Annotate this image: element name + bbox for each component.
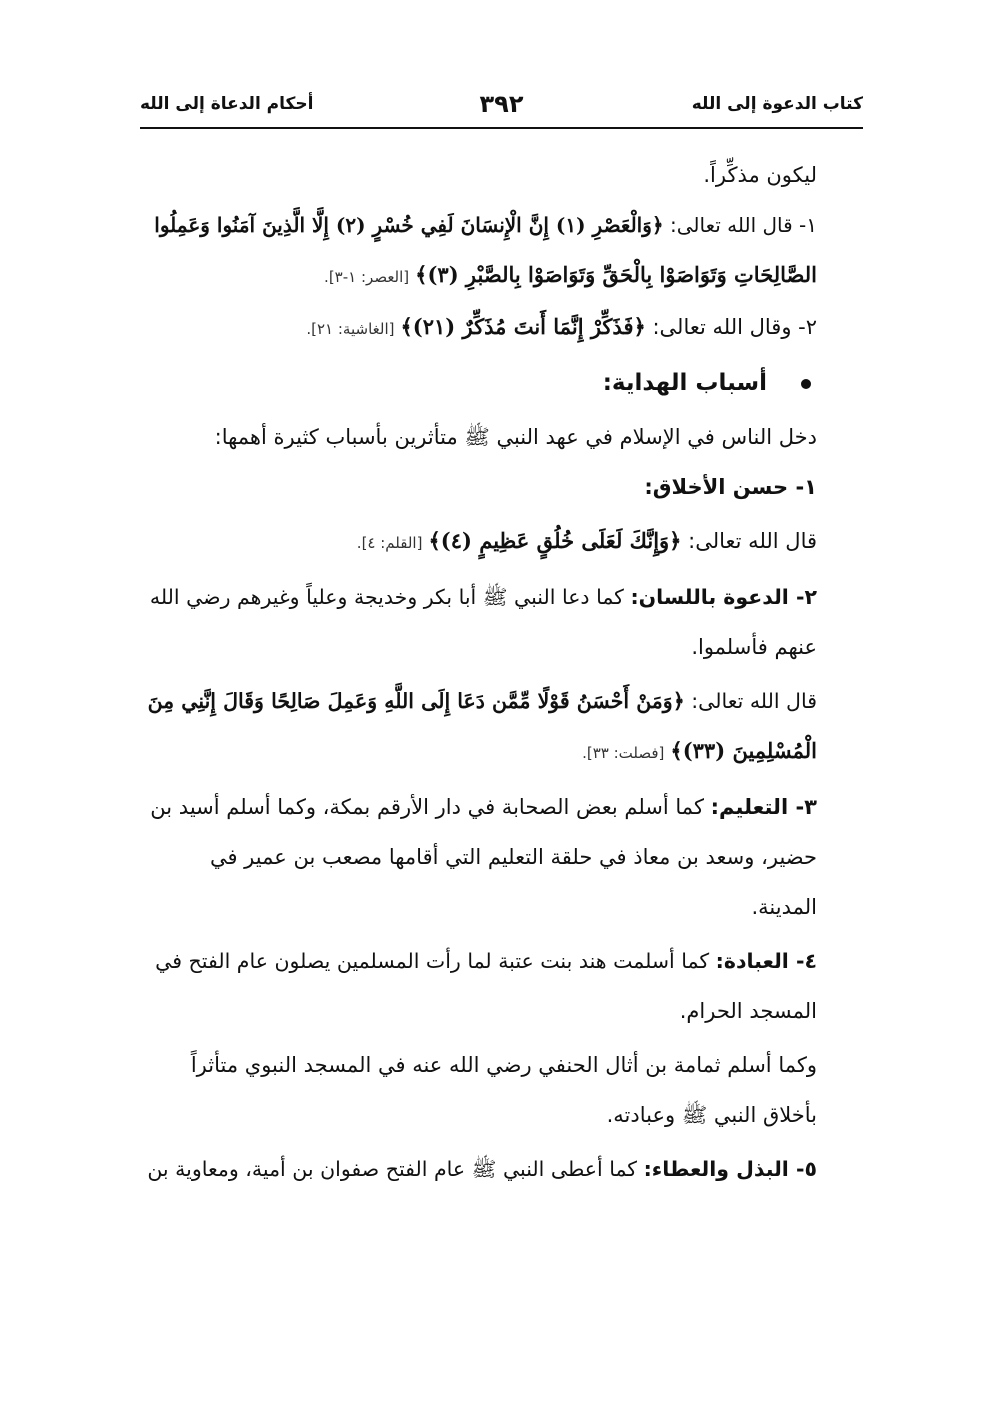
item-title: ٤- العبادة: xyxy=(715,949,817,973)
section-heading xyxy=(140,358,817,408)
text-line xyxy=(140,1040,817,1090)
item-text: كما دعا النبي ﷺ أبا بكر وخديجة وعلياً وغيرهم رضي الله xyxy=(149,585,631,609)
item-line xyxy=(140,936,817,986)
page-body xyxy=(140,150,817,1194)
text-line xyxy=(140,1090,817,1140)
item-text: كما أعطى النبي ﷺ عام الفتح صفوان بن أمية، ومعاوية بن xyxy=(147,1157,644,1181)
verse-reference: [العصر: ١-٣]. xyxy=(324,268,410,286)
text-line xyxy=(140,622,817,672)
item-heading xyxy=(140,462,817,512)
paragraph-text: ليكون مذكِّراً. xyxy=(703,163,817,187)
item-line xyxy=(140,1144,817,1194)
quran-verse: الصَّالِحَاتِ وَتَوَاصَوْا بِالْحَقِّ وَتَوَاصَوْا بِالصَّبْرِ (٣)﴾ xyxy=(415,262,817,287)
text-line xyxy=(140,882,817,932)
item-title: ٢- الدعوة باللسان: xyxy=(630,585,817,609)
page-header xyxy=(140,90,863,124)
item-line xyxy=(140,782,817,832)
verse-reference: [القلم: ٤]. xyxy=(356,534,423,552)
header-divider xyxy=(140,127,863,129)
quran-verse: ﴿وَمَنْ أَحْسَنُ قَوْلًا مِّمَّن دَعَا إِلَى اللَّهِ وَعَمِلَ صَالِحًا وَقَالَ إِنَّنِي مِنَ xyxy=(147,689,685,713)
citation-intro: ٢- وقال الله تعالى: xyxy=(645,315,817,339)
verse-citation-4 xyxy=(140,676,817,726)
verse-continuation xyxy=(140,726,817,778)
verse-citation-1 xyxy=(140,200,817,250)
quran-verse: ﴿وَإِنَّكَ لَعَلَى خُلُقٍ عَظِيمٍ (٤)﴾ xyxy=(428,528,682,553)
quran-verse: ﴿وَالْعَصْرِ (١) إِنَّ الْإِنسَانَ لَفِي خُسْرٍ (٢) إِلَّا الَّذِينَ آمَنُوا وَعَمِلُوا xyxy=(154,213,664,237)
bullet-icon xyxy=(801,379,811,389)
paragraph-text: بأخلاق النبي ﷺ وعبادته. xyxy=(606,1103,817,1127)
paragraph-text: حضير، وسعد بن معاذ في حلقة التعليم التي أقامها مصعب بن عمير في xyxy=(209,845,817,869)
quran-verse: الْمُسْلِمِينَ (٣٣)﴾ xyxy=(670,738,817,763)
verse-citation-2 xyxy=(140,302,817,354)
item-line xyxy=(140,572,817,622)
item-title: ٥- البذل والعطاء: xyxy=(643,1157,817,1181)
paragraph-text: المسجد الحرام. xyxy=(679,999,817,1023)
paragraph-text: عنهم فأسلموا. xyxy=(691,635,817,659)
paragraph-text: وكما أسلم ثمامة بن أثال الحنفي رضي الله عنه في المسجد النبوي متأثراً xyxy=(190,1053,817,1077)
verse-reference: [فصلت: ٣٣]. xyxy=(582,744,665,762)
verse-continuation xyxy=(140,250,817,302)
item-text: كما أسلم بعض الصحابة في دار الأرقم بمكة، وكما أسلم أسيد بن xyxy=(150,795,711,819)
text-line xyxy=(140,986,817,1036)
quran-verse: ﴿فَذَكِّرْ إِنَّمَا أَنتَ مُذَكِّرٌ (٢١)﴾ xyxy=(400,314,646,339)
item-text: كما أسلمت هند بنت عتبة لما رأت المسلمين يصلون عام الفتح في xyxy=(155,949,716,973)
text-line xyxy=(140,832,817,882)
citation-intro: قال الله تعالى: xyxy=(684,689,817,713)
citation-intro: ١- قال الله تعالى: xyxy=(663,213,817,237)
header-chapter-title: أحكام الدعاة إلى الله xyxy=(140,94,314,114)
verse-citation-3 xyxy=(140,516,817,568)
text-line xyxy=(140,150,817,200)
verse-reference: [الغاشية: ٢١]. xyxy=(306,320,395,338)
text-line xyxy=(140,412,817,462)
page-number: ٣٩٢ xyxy=(479,90,524,118)
paragraph-text: دخل الناس في الإسلام في عهد النبي ﷺ متأثرين بأسباب كثيرة أهمها: xyxy=(214,425,817,449)
header-book-title: كتاب الدعوة إلى الله xyxy=(691,94,863,114)
section-title: أسباب الهداية: xyxy=(602,370,767,396)
item-title: ١- حسن الأخلاق: xyxy=(644,475,817,499)
paragraph-text: المدينة. xyxy=(751,895,817,919)
citation-intro: قال الله تعالى: xyxy=(681,529,817,553)
item-title: ٣- التعليم: xyxy=(710,795,817,819)
